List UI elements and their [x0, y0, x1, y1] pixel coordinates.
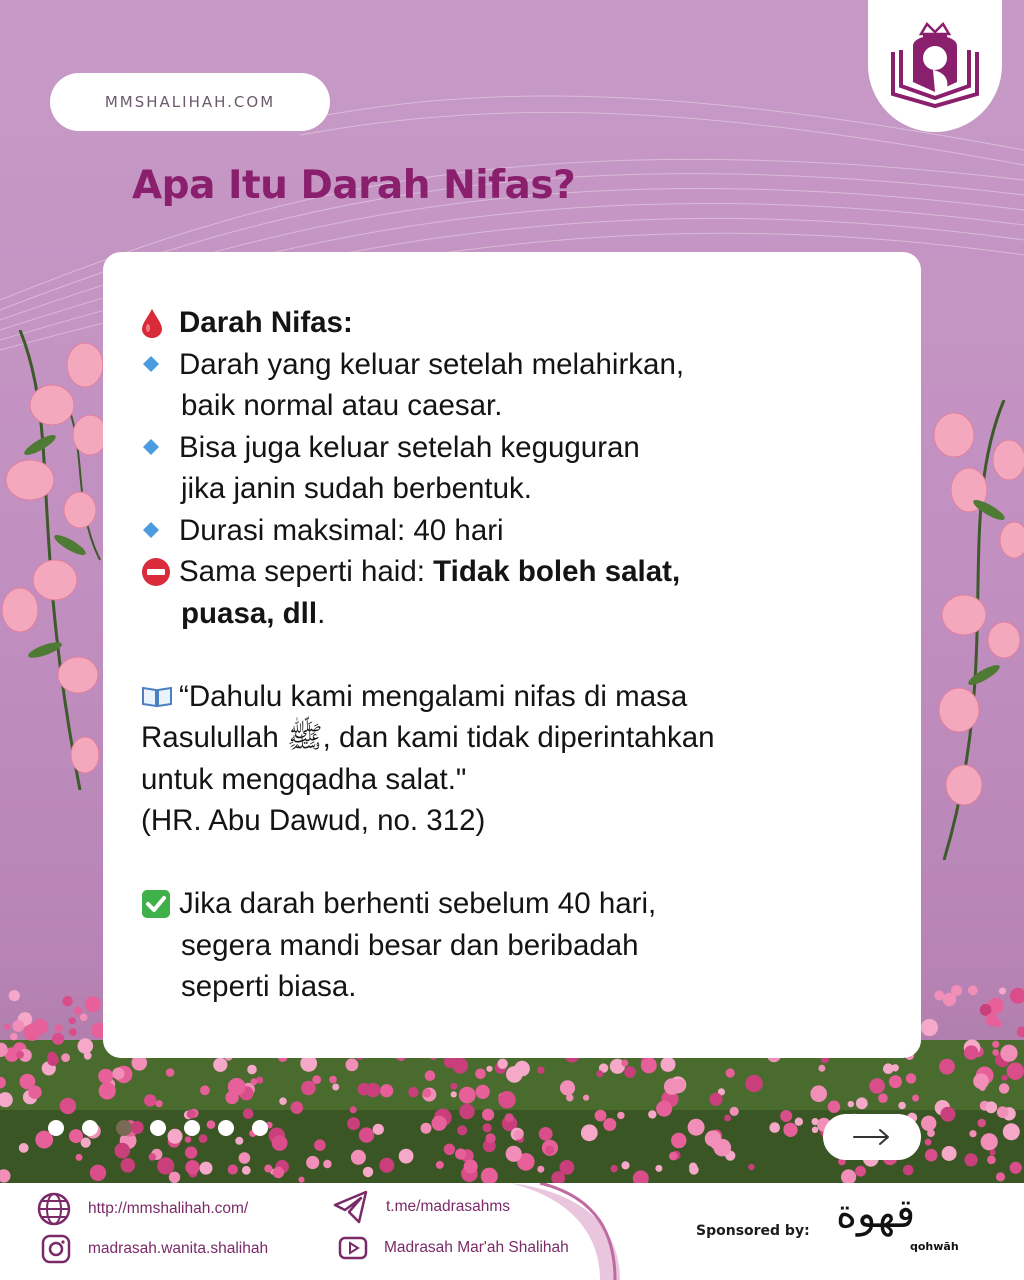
- sponsor-logo-latin: qohwāh: [910, 1240, 959, 1253]
- bullet-text: Darah yang keluar setelah melahirkan,: [179, 347, 685, 381]
- bullet-item: [141, 510, 881, 552]
- site-label: MMSHALIHAH.COM: [50, 73, 330, 131]
- youtube-channel: Madrasah Mar'ah Shalihah: [384, 1239, 569, 1256]
- pink-flowers-right: [914, 400, 1024, 860]
- pagination-dot[interactable]: [48, 1120, 64, 1136]
- pagination-dot[interactable]: [82, 1120, 98, 1136]
- instagram-link[interactable]: [40, 1233, 268, 1265]
- sponsor-logo-arabic: قهوة: [836, 1191, 916, 1237]
- card-heading: Darah Nifas:: [179, 306, 353, 339]
- no-entry-icon: [141, 551, 179, 593]
- bullet-text: Bisa juga keluar setelah keguguran: [179, 430, 640, 464]
- quote-line: “Dahulu kami mengalami nifas di masa: [179, 679, 688, 713]
- quote-row: [141, 676, 881, 718]
- prohibition-text: Sama seperti haid: Tidak boleh salat,: [179, 555, 681, 588]
- blue-diamond-icon: [141, 510, 179, 552]
- telegram-handle: t.me/madrasahms: [386, 1198, 511, 1215]
- telegram-icon: [332, 1189, 370, 1225]
- bullet-item: [141, 427, 881, 469]
- pagination-dot[interactable]: [184, 1120, 200, 1136]
- website-link[interactable]: [36, 1191, 248, 1227]
- instagram-icon: [40, 1233, 72, 1265]
- blue-diamond-icon: [141, 344, 179, 386]
- bullet-item: [141, 344, 881, 386]
- page-title: Apa Itu Darah Nifas?: [132, 163, 576, 208]
- globe-icon: [36, 1191, 72, 1227]
- pagination-dot[interactable]: [218, 1120, 234, 1136]
- website-url: http://mmshalihah.com/: [88, 1200, 249, 1217]
- bullet-continuation: baik normal atau caesar.: [181, 389, 503, 422]
- closing-continuation: segera mandi besar dan beribadah: [181, 928, 639, 962]
- footer: [0, 1183, 1024, 1280]
- prohibition-row: [141, 551, 881, 593]
- slide-pagination: [48, 1120, 268, 1136]
- blood-drop-icon: [141, 302, 179, 344]
- quote-line: untuk mengqadha salat.": [141, 762, 467, 796]
- youtube-link[interactable]: [338, 1235, 569, 1261]
- bullet-continuation: jika janin sudah berbentuk.: [181, 472, 532, 505]
- bullet-text: Durasi maksimal: 40 hari: [179, 513, 504, 547]
- open-book-icon: [141, 676, 179, 718]
- youtube-icon: [338, 1235, 368, 1261]
- pagination-dot[interactable]: [150, 1120, 166, 1136]
- pagination-dot[interactable]: [116, 1120, 132, 1136]
- prohibition-continuation: puasa, dll.: [181, 596, 326, 630]
- book-crown-logo-icon: [883, 22, 987, 110]
- quote-line: Rasulullah ﷺ, dan kami tidak diperintahkan: [141, 721, 715, 754]
- madrasah-logo: [868, 0, 1002, 132]
- blue-diamond-icon: [141, 427, 179, 469]
- closing-text: Jika darah berhenti sebelum 40 hari,: [179, 887, 657, 920]
- closing-row: [141, 883, 881, 925]
- content-card: [103, 252, 921, 1058]
- pagination-dot[interactable]: [252, 1120, 268, 1136]
- arrow-right-icon: [852, 1127, 892, 1147]
- telegram-link[interactable]: [332, 1189, 510, 1225]
- heading-row: [141, 302, 881, 344]
- next-slide-button[interactable]: [823, 1114, 921, 1160]
- instagram-handle: madrasah.wanita.shalihah: [88, 1240, 269, 1257]
- pink-flowers-left: [0, 330, 110, 790]
- quote-source: (HR. Abu Dawud, no. 312): [141, 804, 486, 837]
- closing-continuation: seperti biasa.: [181, 970, 357, 1003]
- check-mark-icon: [141, 883, 179, 925]
- sponsor-label: Sponsored by:: [696, 1223, 810, 1239]
